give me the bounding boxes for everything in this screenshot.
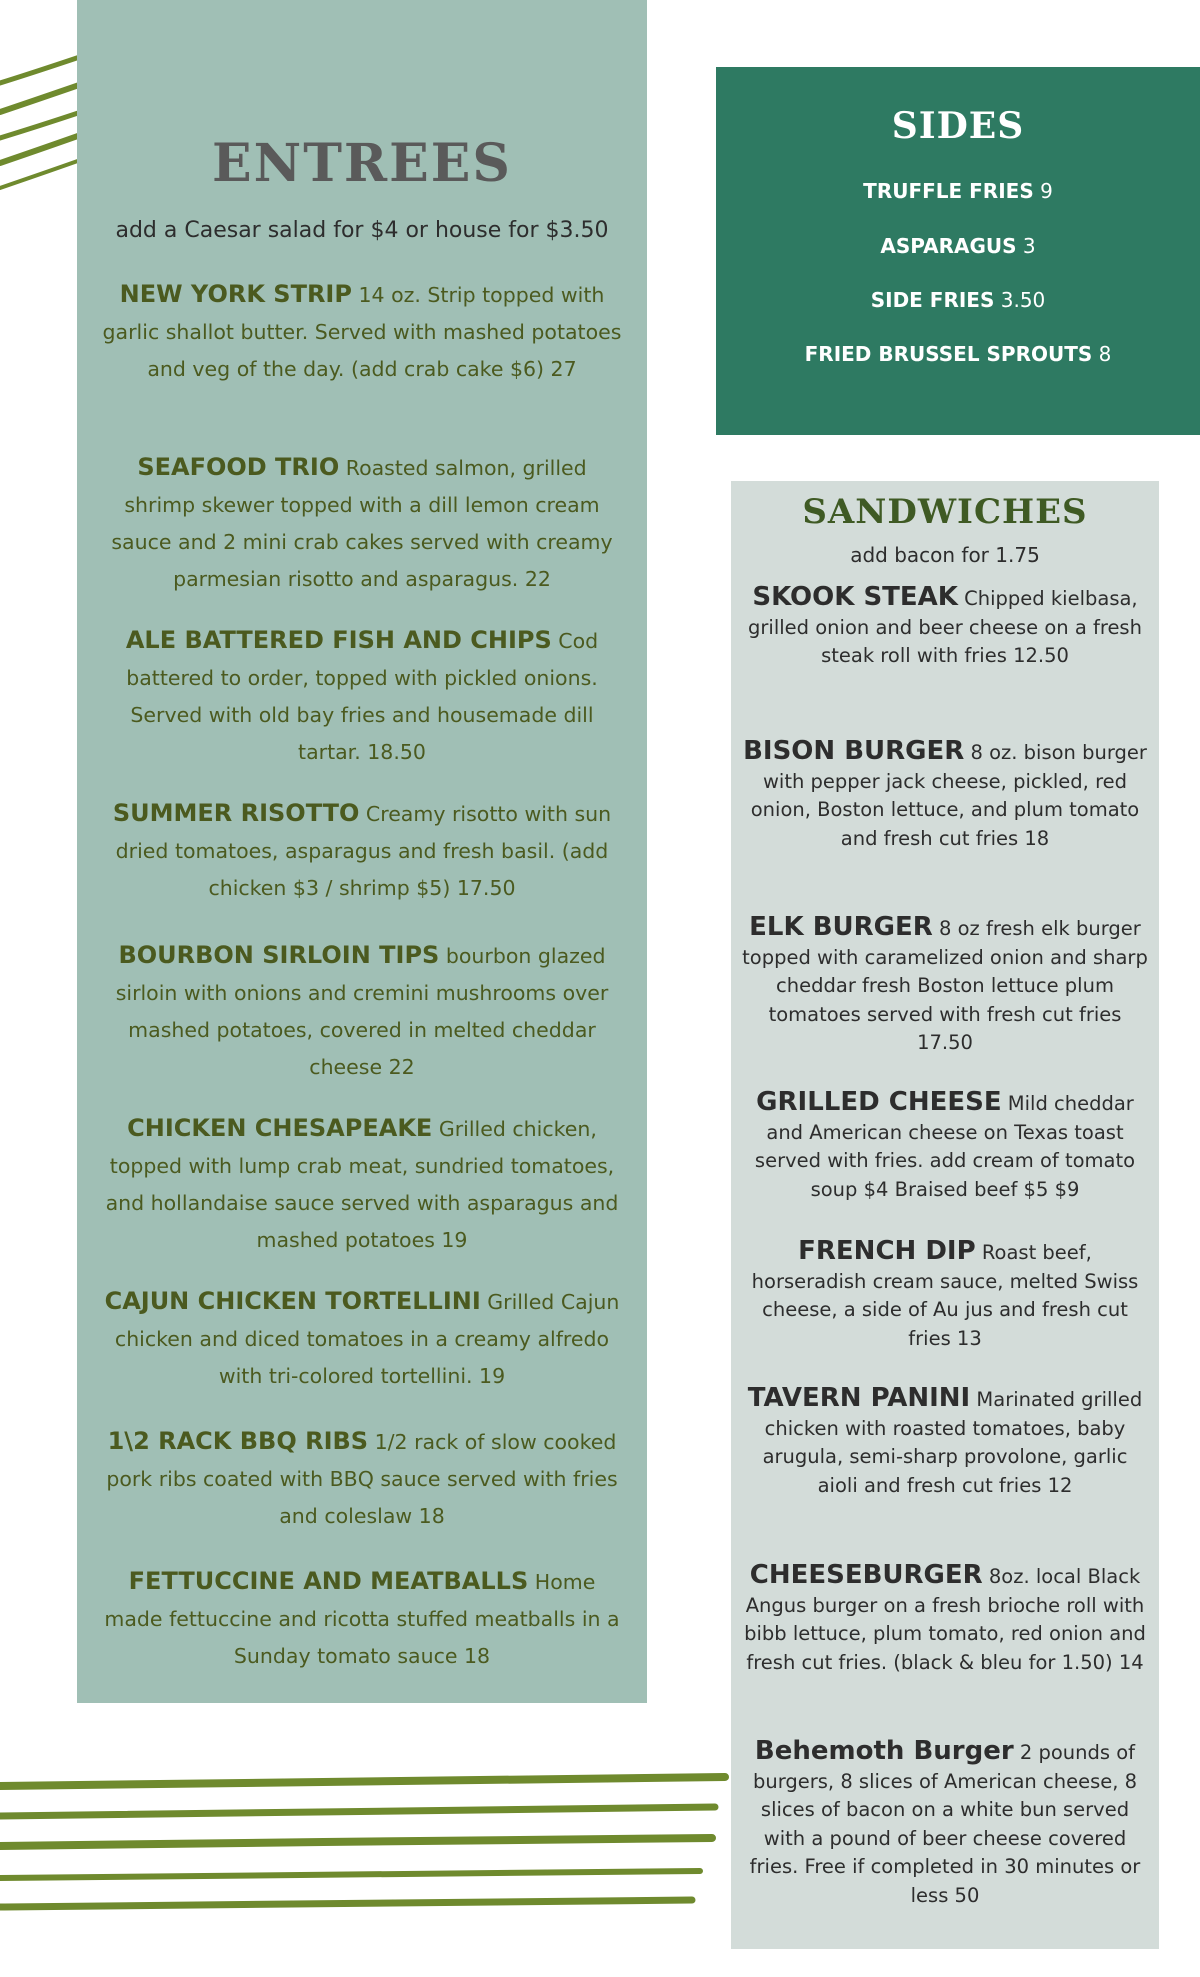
sandwich-item-cheeseburger: [741, 1561, 1149, 1677]
side-name: SIDE FRIES: [870, 288, 995, 312]
side-price: 9: [1033, 179, 1053, 203]
brush-stroke-bottom: [0, 1900, 692, 1907]
entree-name: FETTUCCINE AND MEATBALLS: [128, 1567, 529, 1595]
sandwich-description: Chipped kielbasa, grilled onion and beer cheese on a fresh steak roll with fries 12.50: [748, 587, 1142, 667]
entree-description: Grilled Cajun chicken and diced tomatoes in a creamy alfredo with tri-colored tortellini. 19: [114, 1290, 620, 1388]
sandwich-name: SKOOK STEAK: [752, 582, 958, 612]
sandwich-description: Roast beef, horseradish cream sauce, melted Swiss cheese, a side of Au jus and fresh cut fries 13: [751, 1241, 1139, 1350]
entree-description: Grilled chicken, topped with lump crab meat, sundried tomatoes, and hollandaise sauce served with asparagus and mashed potatoes 19: [105, 1117, 619, 1252]
entree-description: Cod battered to order, topped with pickled onions. Served with old bay fries and housemade dill tartar. 18.50: [126, 629, 599, 764]
side-price: 3.50: [994, 288, 1046, 312]
entree-description: Roasted salmon, grilled shrimp skewer topped with a dill lemon cream sauce and 2 mini crab cakes served with creamy parmesian risotto and asparagus. 22: [111, 456, 613, 591]
entree-item-chicken-chesapeake: [99, 1110, 625, 1259]
sandwich-description: Mild cheddar and American cheese on Texas toast served with fries. add cream of tomato soup $4 Braised beef $5 $9: [754, 1092, 1136, 1201]
sides-title: SIDES: [891, 105, 1025, 147]
entree-name: ALE BATTERED FISH AND CHIPS: [125, 626, 552, 654]
sandwich-item-skook-steak: [741, 583, 1149, 671]
entree-item-cajun-chicken-tortellini: [99, 1283, 625, 1395]
brush-stroke-bottom: [0, 1838, 712, 1846]
sandwich-name: TAVERN PANINI: [747, 1383, 971, 1413]
entree-name: CHICKEN CHESAPEAKE: [127, 1114, 433, 1142]
sandwich-item-elk-burger: [741, 913, 1149, 1058]
entree-item-ale-battered-fish: [99, 622, 625, 771]
side-item-fried-brussel-sprouts: [776, 339, 1140, 369]
entree-name: BOURBON SIRLOIN TIPS: [118, 941, 440, 969]
sandwich-item-grilled-cheese: [741, 1088, 1149, 1204]
sandwich-description: 8 oz fresh elk burger topped with caramelized onion and sharp cheddar fresh Boston lettuce plum tomatoes served with fresh cut fries 17.50: [742, 917, 1148, 1054]
brush-stroke-bottom: [0, 1871, 700, 1878]
sandwich-item-french-dip: [741, 1237, 1149, 1353]
brush-stroke-bottom: [0, 1777, 725, 1786]
side-item-side-fries: [776, 285, 1140, 315]
entrees-panel: [77, 0, 647, 1703]
entree-description: bourbon glazed sirloin with onions and cremini mushrooms over mashed potatoes, covered in melted cheddar cheese 22: [115, 944, 609, 1079]
sandwich-name: Behemoth Burger: [754, 1736, 1014, 1766]
side-name: TRUFFLE FRIES: [863, 179, 1034, 203]
sandwich-description: 2 pounds of burgers, 8 slices of American cheese, 8 slices of bacon on a white bun served with a pound of beer cheese covered fries. Free if completed in 30 minutes or less 50: [749, 1741, 1141, 1907]
entree-name: SEAFOOD TRIO: [137, 453, 340, 481]
brush-stroke-bottom: [0, 1807, 715, 1816]
side-price: 8: [1092, 342, 1112, 366]
entrees-note: add a Caesar salad for $4 or house for $3.50: [115, 218, 609, 243]
entree-item-bourbon-sirloin-tips: [99, 937, 625, 1086]
sides-panel: [716, 67, 1200, 435]
entree-description: Home made fettuccine and ricotta stuffed meatballs in a Sunday tomato sauce 18: [104, 1570, 620, 1668]
entree-name: SUMMER RISOTTO: [112, 799, 360, 827]
side-item-truffle-fries: [776, 176, 1140, 206]
entrees-title: ENTREES: [212, 133, 512, 194]
sandwich-description: 8oz. local Black Angus burger on a fresh brioche roll with bibb lettuce, plum tomato, red onion and fresh cut fries. (black & bleu for 1.50) 14: [744, 1565, 1146, 1674]
entree-description: 14 oz. Strip topped with garlic shallot butter. Served with mashed potatoes and veg of the day. (add crab cake $6) 27: [102, 283, 622, 381]
sandwiches-title: SANDWICHES: [802, 492, 1088, 532]
entree-name: 1\2 RACK BBQ RIBS: [107, 1427, 369, 1455]
entree-item-new-york-strip: [99, 276, 625, 388]
side-name: FRIED BRUSSEL SPROUTS: [804, 342, 1093, 366]
side-item-asparagus: [776, 231, 1140, 261]
sandwich-item-behemoth-burger: [741, 1737, 1149, 1910]
entree-description: Creamy risotto with sun dried tomatoes, asparagus and fresh basil. (add chicken $3 / shrimp $5) 17.50: [115, 802, 612, 900]
sandwich-name: ELK BURGER: [749, 912, 933, 942]
side-name: ASPARAGUS: [880, 234, 1017, 258]
sandwiches-panel: [731, 481, 1159, 1949]
entree-description: 1/2 rack of slow cooked pork ribs coated with BBQ sauce served with fries and coleslaw 18: [106, 1430, 618, 1528]
sandwich-description: 8 oz. bison burger with pepper jack cheese, pickled, red onion, Boston lettuce, and plum tomato and fresh cut fries 18: [750, 741, 1147, 850]
entree-item-fettuccine-meatballs: [99, 1563, 625, 1675]
entree-item-summer-risotto: [99, 795, 625, 907]
entree-name: NEW YORK STRIP: [119, 280, 352, 308]
entree-item-seafood-trio: [99, 449, 625, 598]
sandwich-name: GRILLED CHEESE: [756, 1087, 1002, 1117]
sandwich-description: Marinated grilled chicken with roasted tomatoes, baby arugula, semi-sharp provolone, garlic aioli and fresh cut fries 12: [762, 1388, 1143, 1497]
sandwich-item-tavern-panini: [741, 1384, 1149, 1500]
sandwich-name: FRENCH DIP: [798, 1236, 976, 1266]
entree-name: CAJUN CHICKEN TORTELLINI: [104, 1287, 481, 1315]
sandwiches-note: add bacon for 1.75: [850, 543, 1040, 567]
sandwich-name: CHEESEBURGER: [749, 1560, 983, 1590]
side-price: 3: [1016, 234, 1036, 258]
sandwich-name: BISON BURGER: [743, 736, 965, 766]
sandwich-item-bison-burger: [741, 737, 1149, 853]
entree-item-bbq-ribs: [99, 1423, 625, 1535]
